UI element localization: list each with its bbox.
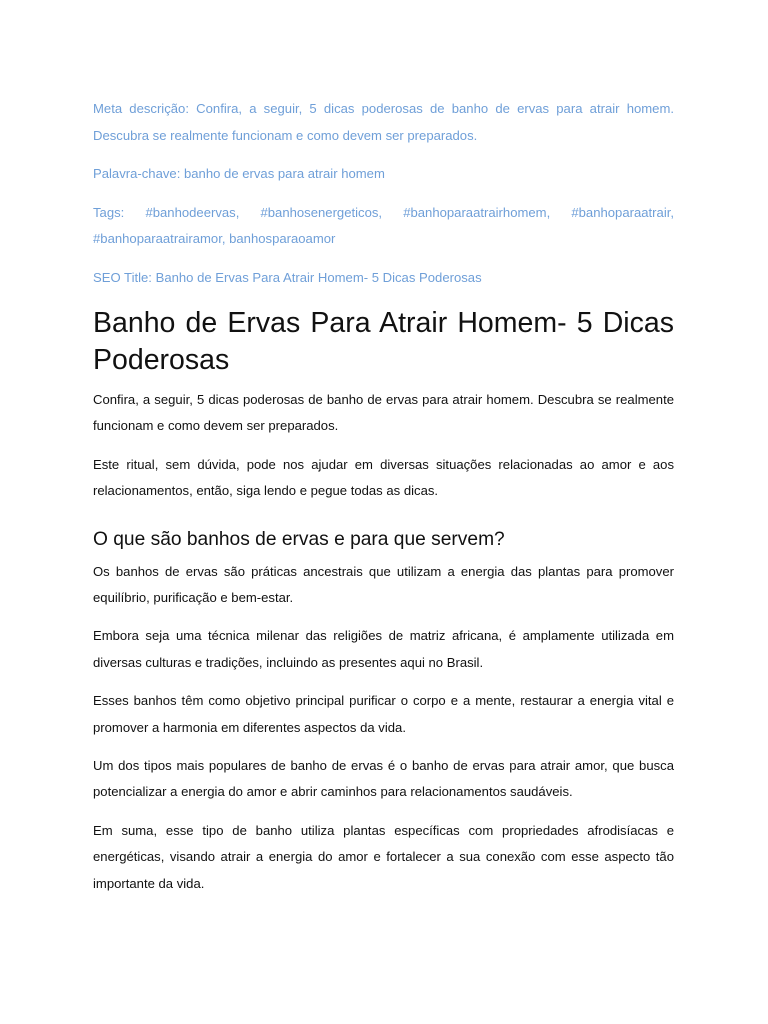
section-paragraph-3: Esses banhos têm como objetivo principal purificar o corpo e a mente, restaurar a energia vital e promover a harmonia em diferentes aspectos da vida.: [93, 693, 674, 735]
section-paragraph-4: Um dos tipos mais populares de banho de ervas é o banho de ervas para atrair amor, que busca potencializar a energia do amor e abrir caminhos para relacionamentos saudáveis.: [93, 758, 674, 800]
meta-description-text: Confira, a seguir, 5 dicas poderosas de banho de ervas para atrair homem. Descubra se realmente funcionam e como devem ser preparados.: [93, 101, 674, 143]
meta-tags-label: Tags:: [93, 204, 125, 220]
document-page: [93, 96, 674, 909]
article-title: Banho de Ervas Para Atrair Homem- 5 Dicas Poderosas: [93, 307, 674, 376]
section-paragraph-5: Em suma, esse tipo de banho utiliza plantas específicas com propriedades afrodisíacas e energéticas, visando atrair a energia do amor e fortalecer a sua conexão com esse aspecto tão importante da vida.: [93, 822, 674, 891]
section-paragraph-1: Os banhos de ervas são práticas ancestrais que utilizam a energia das plantas para promover equilíbrio, purificação e bem-estar.: [93, 563, 674, 606]
intro-paragraph-2: Este ritual, sem dúvida, pode nos ajudar em diversas situações relacionadas ao amor e aos relacionamentos, então, siga lendo e pegue todas as dicas.: [93, 456, 674, 499]
meta-description: [93, 96, 674, 149]
meta-seo-label: SEO Title:: [93, 269, 152, 285]
meta-seo-title: [93, 265, 674, 292]
meta-seo-text: Banho de Ervas Para Atrair Homem- 5 Dicas Poderosas: [155, 269, 482, 285]
meta-keyword-label: Palavra-chave:: [93, 166, 181, 181]
meta-keyword: [93, 161, 674, 188]
intro-paragraph-1: Confira, a seguir, 5 dicas poderosas de banho de ervas para atrair homem. Descubra se realmente funcionam e como devem ser preparados.: [93, 392, 674, 434]
section-heading: O que são banhos de ervas e para que servem?: [93, 528, 505, 550]
meta-description-label: Meta descrição:: [93, 101, 189, 116]
section-paragraph-2: Embora seja uma técnica milenar das religiões de matriz africana, é amplamente utilizada em diversas culturas e tradições, incluindo as presentes aqui no Brasil.: [93, 628, 674, 670]
meta-keyword-text: banho de ervas para atrair homem: [183, 166, 385, 181]
meta-tags: [93, 200, 674, 253]
meta-tags-text: #banhodeervas, #banhosenergeticos, #banhoparaatrairhomem, #banhoparaatrair, #banhoparaatrairamor, banhosparaoamor: [93, 204, 674, 246]
